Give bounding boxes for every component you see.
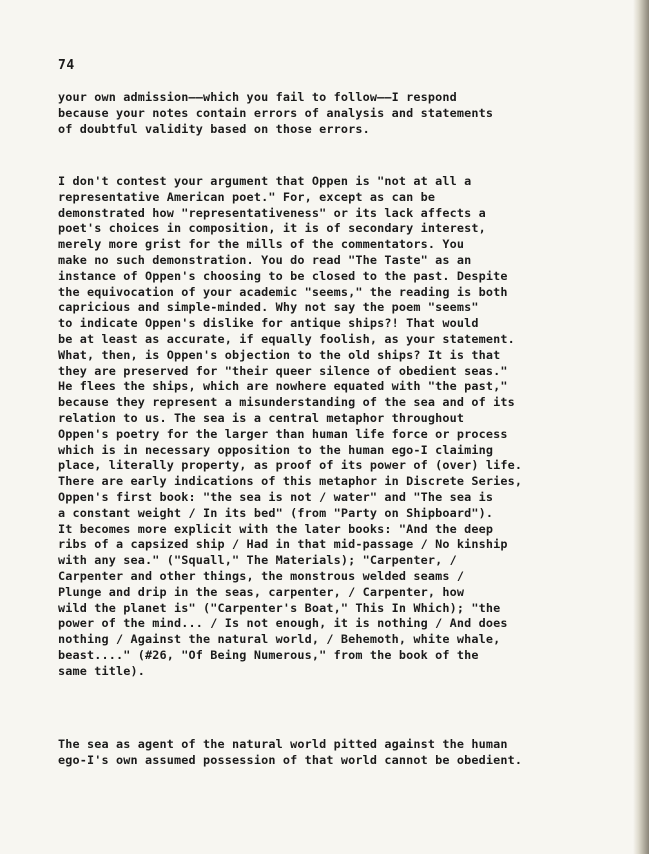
- text-line: He flees the ships, which are nowhere equated with "the past,": [58, 379, 508, 394]
- text-line: because your notes contain errors of analysis and statements: [58, 105, 494, 120]
- text-line: same title).: [58, 663, 146, 678]
- text-line: power of the mind... / Is not enough, it is nothing / And does: [58, 616, 508, 631]
- text-line: your own admission——which you fail to follow——I respond: [58, 90, 457, 104]
- text-line: a constant weight / In its bed" (from "Party on Shipboard").: [58, 505, 494, 520]
- text-line: Oppen's first book: "the sea is not / water" and "The sea is: [58, 489, 494, 504]
- paragraph: [58, 90, 493, 137]
- text-line: demonstrated how "representativeness" or its lack affects a: [58, 205, 486, 220]
- text-line: instance of Oppen's choosing to be closed to the past. Despite: [58, 268, 508, 283]
- paragraph: [58, 737, 522, 769]
- text-line: ribs of a capsized ship / Had in that mid-passage / No kinship: [58, 537, 508, 552]
- text-line: which is in necessary opposition to the human ego-I claiming: [58, 442, 494, 457]
- text-line: place, literally property, as proof of its power of (over) life.: [58, 458, 523, 473]
- text-line: merely more grist for the mills of the commentators. You: [58, 237, 465, 252]
- text-line: with any sea." ("Squall," The Materials); "Carpenter, /: [58, 553, 457, 568]
- text-line: nothing / Against the natural world, / Behemoth, white whale,: [58, 632, 501, 647]
- text-line: because they represent a misunderstanding of the sea and of its: [58, 395, 515, 410]
- text-line: wild the planet is" ("Carpenter's Boat," This In Which); "the: [58, 600, 501, 615]
- text-line: poet's choices in composition, it is of secondary interest,: [58, 221, 486, 236]
- text-line: I don't contest your argument that Oppen is "not at all a: [58, 174, 472, 188]
- text-line: ego-I's own assumed possession of that world cannot be obedient.: [58, 752, 523, 767]
- text-line: What, then, is Oppen's objection to the old ships? It is that: [58, 347, 501, 362]
- text-line: beast...." (#26, "Of Being Numerous," from the book of the: [58, 647, 479, 662]
- text-line: representative American poet." For, except as can be: [58, 189, 436, 204]
- text-line: Plunge and drip in the seas, carpenter, / Carpenter, how: [58, 584, 465, 599]
- paragraph: [58, 174, 522, 680]
- text-line: make no such demonstration. You do read "The Taste" as an: [58, 252, 472, 267]
- page-edge-shadow: [633, 0, 649, 854]
- text-line: It becomes more explicit with the later books: "And the deep: [58, 521, 494, 536]
- text-line: the equivocation of your academic "seems," the reading is both: [58, 284, 508, 299]
- text-line: Carpenter and other things, the monstrous welded seams /: [58, 568, 465, 583]
- text-line: be at least as accurate, if equally foolish, as your statement.: [58, 331, 515, 346]
- text-line: There are early indications of this metaphor in Discrete Series,: [58, 474, 523, 489]
- text-line: Oppen's poetry for the larger than human life force or process: [58, 426, 508, 441]
- text-line: The sea as agent of the natural world pitted against the human: [58, 737, 508, 751]
- text-line: relation to us. The sea is a central metaphor throughout: [58, 410, 465, 425]
- text-line: they are preserved for "their queer silence of obedient seas.": [58, 363, 508, 378]
- text-line: of doubtful validity based on those errors.: [58, 121, 370, 136]
- text-line: to indicate Oppen's dislike for antique ships?! That would: [58, 316, 479, 331]
- page-number: 74: [58, 58, 75, 73]
- text-line: capricious and simple-minded. Why not say the poem "seems": [58, 300, 479, 315]
